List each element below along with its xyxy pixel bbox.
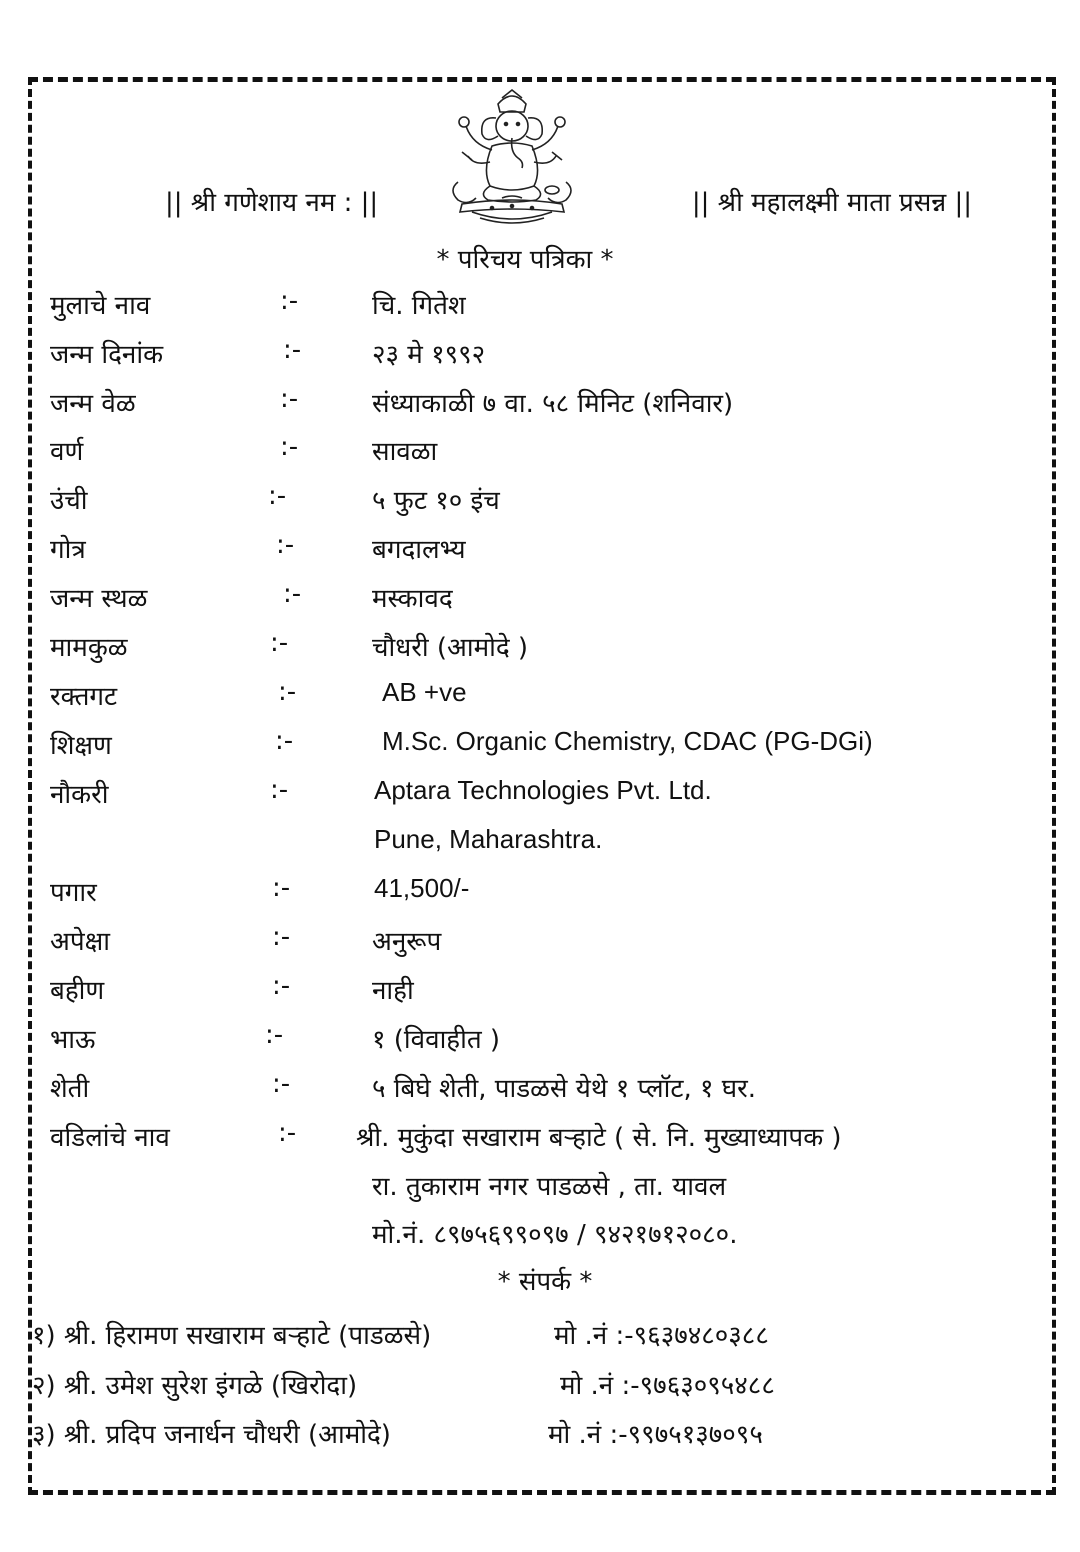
detail-row xyxy=(0,1118,1080,1158)
detail-row xyxy=(0,628,1080,668)
detail-separator: :- xyxy=(268,481,287,511)
contact-name: ३) श्री. प्रदिप जनार्धन चौधरी (आमोदे) xyxy=(32,1420,391,1450)
detail-row xyxy=(0,335,1080,375)
detail-label: अपेक्षा xyxy=(50,927,111,957)
detail-row xyxy=(0,775,1080,815)
detail-separator: :- xyxy=(280,384,299,414)
detail-separator: :- xyxy=(276,530,295,560)
detail-label: शेती xyxy=(50,1074,90,1104)
detail-label: जन्म स्थळ xyxy=(50,584,148,614)
detail-value: नाही xyxy=(372,976,414,1006)
detail-row xyxy=(0,726,1080,766)
detail-separator: :- xyxy=(283,335,302,365)
document-title-text: * परिचय पत्रिका * xyxy=(436,245,614,275)
detail-label: भाऊ xyxy=(50,1025,96,1055)
detail-separator: :- xyxy=(272,1069,291,1099)
detail-label: मामकुळ xyxy=(50,633,128,663)
contact-name: १) श्री. हिरामण सखाराम बऱ्हाटे (पाडळसे) xyxy=(32,1321,432,1351)
contacts-heading xyxy=(0,1262,1080,1298)
detail-value: चि. गितेश xyxy=(372,291,466,321)
detail-value: ५ बिघे शेती, पाडळसे येथे १ प्लॉट, १ घर. xyxy=(372,1074,757,1104)
detail-row xyxy=(0,1215,1080,1255)
detail-value: बगदालभ्य xyxy=(372,535,466,565)
detail-row xyxy=(0,922,1080,962)
detail-row xyxy=(0,677,1080,717)
ganesha-icon xyxy=(432,86,592,230)
detail-label: जन्म दिनांक xyxy=(50,340,164,370)
detail-separator: :- xyxy=(278,1118,297,1148)
detail-value: सावळा xyxy=(372,437,438,467)
detail-label: पगार xyxy=(50,878,97,908)
mahalakshmi-invocation: || श्री महालक्ष्मी माता प्रसन्न || xyxy=(691,188,972,218)
detail-row xyxy=(0,1020,1080,1060)
ganesha-invocation: || श्री गणेशाय नम : || xyxy=(165,188,379,218)
detail-separator: :- xyxy=(270,775,289,805)
detail-row xyxy=(0,873,1080,913)
detail-value: संध्याकाळी ७ वा. ५८ मिनिट (शनिवार) xyxy=(372,389,734,419)
detail-value: रा. तुकाराम नगर पाडळसे , ता. यावल xyxy=(372,1172,727,1202)
detail-label: गोत्र xyxy=(50,535,86,565)
detail-label: रक्तगट xyxy=(50,682,118,712)
detail-value: मो.नं. ८९७५६९९०९७ / ९४२१७१२०८०. xyxy=(372,1220,738,1250)
contact-row xyxy=(32,1316,1032,1356)
detail-label: मुलाचे नाव xyxy=(50,291,151,321)
detail-row xyxy=(0,286,1080,326)
detail-value: ५ फुट १० इंच xyxy=(372,486,500,516)
detail-separator: :- xyxy=(272,922,291,952)
detail-separator: :- xyxy=(265,1020,284,1050)
detail-value: १ (विवाहीत ) xyxy=(372,1025,501,1055)
detail-label: वडिलांचे नाव xyxy=(50,1123,170,1153)
detail-separator: :- xyxy=(272,873,291,903)
detail-row xyxy=(0,530,1080,570)
detail-separator: :- xyxy=(280,432,299,462)
contact-name: २) श्री. उमेश सुरेश इंगळे (खिरोदा) xyxy=(32,1371,358,1401)
contact-phone: मो .नं :-९७६३०९५४८८ xyxy=(560,1371,775,1401)
detail-label: नौकरी xyxy=(50,780,109,810)
detail-row xyxy=(0,579,1080,619)
contact-row xyxy=(32,1366,1032,1406)
detail-value: २३ मे १९९२ xyxy=(372,340,486,370)
detail-value: अनुरूप xyxy=(372,927,442,957)
detail-row xyxy=(0,824,1080,864)
detail-row xyxy=(0,432,1080,472)
detail-value: श्री. मुकुंदा सखाराम बऱ्हाटे ( से. नि. मुख्याध्यापक ) xyxy=(356,1123,842,1153)
detail-row xyxy=(0,481,1080,521)
detail-value: AB +ve xyxy=(382,677,467,707)
detail-label: वर्ण xyxy=(50,437,84,467)
detail-value: 41,500/- xyxy=(374,873,470,903)
detail-separator: :- xyxy=(275,726,294,756)
detail-label: बहीण xyxy=(50,976,105,1006)
document-title xyxy=(0,240,1080,276)
detail-row xyxy=(0,1167,1080,1207)
detail-separator: :- xyxy=(278,677,297,707)
detail-label: उंची xyxy=(50,486,88,516)
detail-value: मस्कावद xyxy=(372,584,453,614)
detail-separator: :- xyxy=(283,579,302,609)
contact-phone: मो .नं :-९९७५१३७०९५ xyxy=(548,1420,763,1450)
detail-row xyxy=(0,971,1080,1011)
detail-label: शिक्षण xyxy=(50,731,112,761)
detail-value: चौधरी (आमोदे ) xyxy=(372,633,529,663)
detail-row xyxy=(0,1069,1080,1109)
detail-separator: :- xyxy=(270,628,289,658)
detail-separator: :- xyxy=(280,286,299,316)
detail-value: Aptara Technologies Pvt. Ltd. xyxy=(374,775,712,805)
detail-label: जन्म वेळ xyxy=(50,389,136,419)
contact-row xyxy=(32,1415,1032,1455)
detail-value: Pune, Maharashtra. xyxy=(374,824,603,854)
detail-value: M.Sc. Organic Chemistry, CDAC (PG-DGi) xyxy=(382,726,873,756)
contacts-heading-text: * संपर्क * xyxy=(497,1267,593,1297)
detail-separator: :- xyxy=(272,971,291,1001)
contact-phone: मो .नं :-९६३७४८०३८८ xyxy=(554,1321,769,1351)
detail-row xyxy=(0,384,1080,424)
